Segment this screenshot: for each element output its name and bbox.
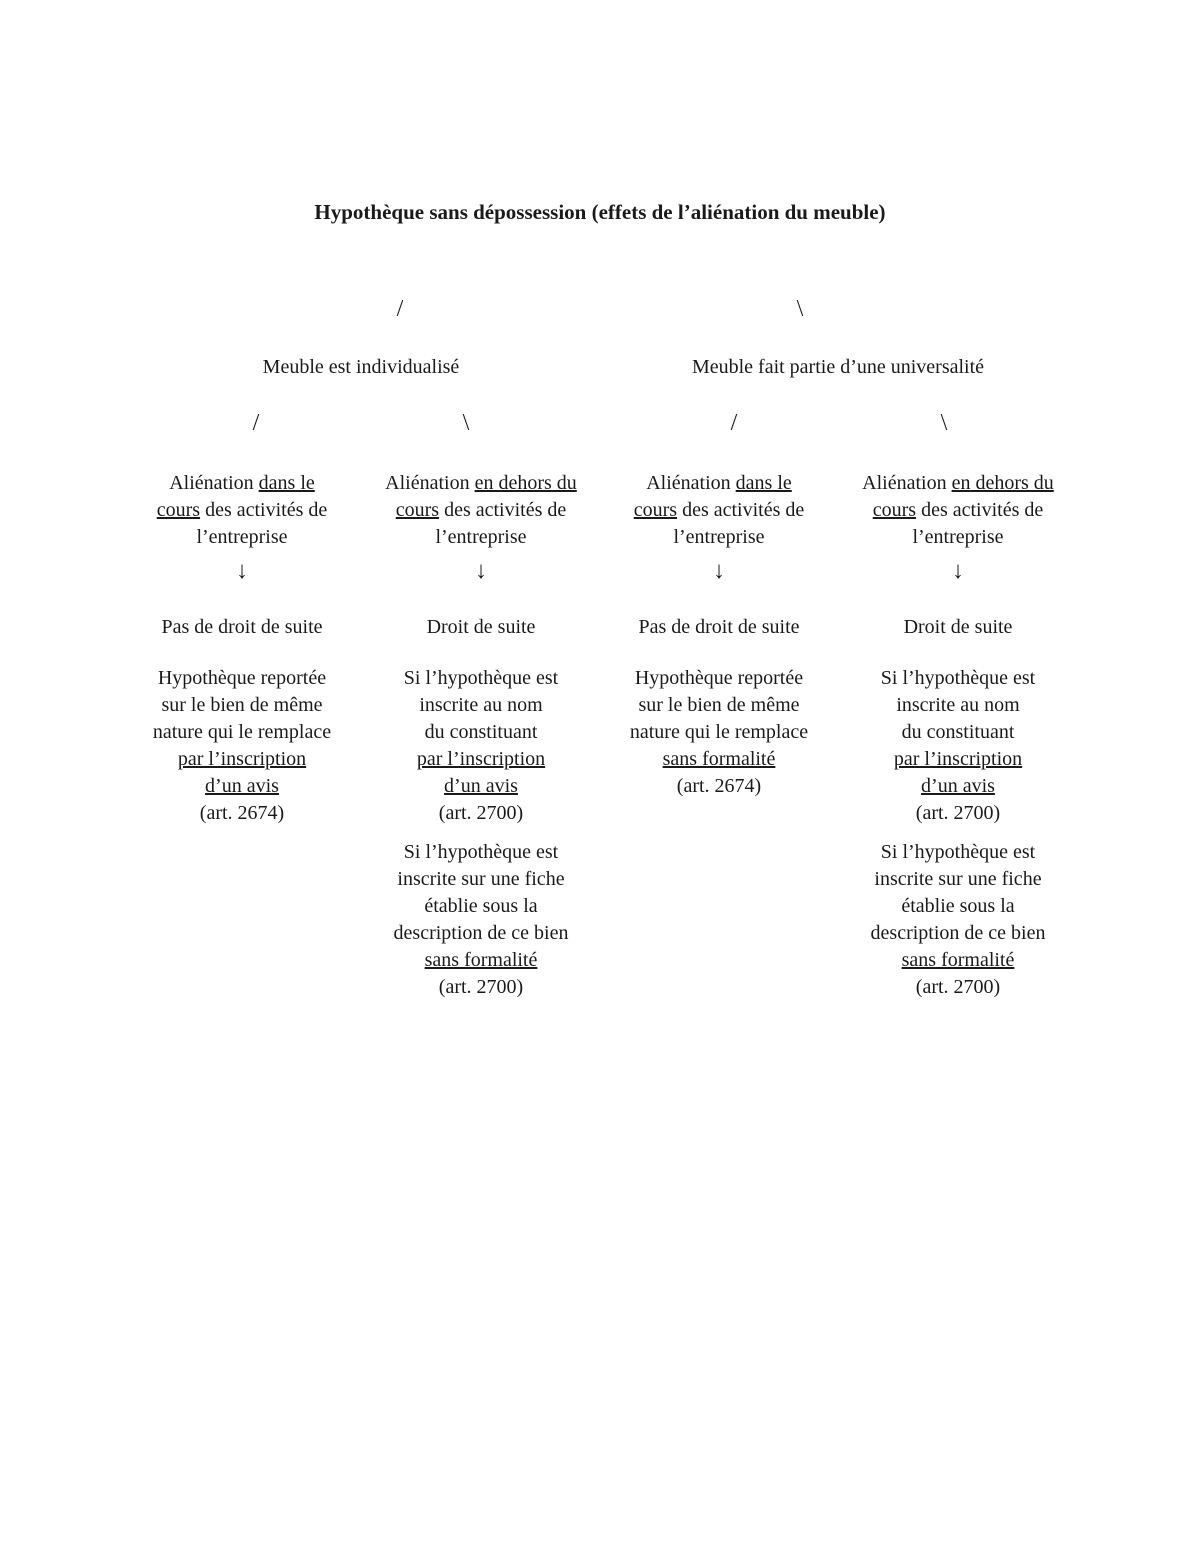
detail-col4-nom: Si l’hypothèque est inscrite au nom du constituant par l’inscription d’un avis (art. 2700)	[880, 667, 1036, 824]
detail-col2-fiche: Si l’hypothèque est inscrite sur une fiche établie sous la description de ce bien sans formalité (art. 2700)	[393, 841, 569, 998]
detail-col4-fiche: Si l’hypothèque est inscrite sur une fiche établie sous la description de ce bien sans formalité (art. 2700)	[870, 841, 1046, 998]
branch-slash-left: /	[396, 296, 404, 322]
case-dans-cours-1: Aliénation dans le cours des activités de l’entreprise	[156, 472, 328, 548]
detail-col2-nom: Si l’hypothèque est inscrite au nom du constituant par l’inscription d’un avis (art. 2700)	[403, 667, 559, 824]
result-pas-droit-1: Pas de droit de suite	[161, 616, 323, 638]
down-arrow-icon-4: ↓	[952, 558, 964, 584]
case-hors-cours-4: Aliénation en dehors du cours des activités de l’entreprise	[862, 472, 1054, 548]
detail-col3: Hypothèque reportée sur le bien de même nature qui le remplace sans formalité (art. 2674)	[629, 667, 809, 797]
detail-col1: Hypothèque reportée sur le bien de même nature qui le remplace par l’inscription d’un avis (art. 2674)	[152, 667, 332, 824]
result-droit-4: Droit de suite	[903, 616, 1013, 638]
branch-individualise: Meuble est individualisé	[262, 356, 460, 378]
document-title: Hypothèque sans dépossession (effets de l’aliénation du meuble)	[314, 200, 886, 224]
case-hors-cours-2: Aliénation en dehors du cours des activités de l’entreprise	[385, 472, 577, 548]
case-dans-cours-3: Aliénation dans le cours des activités de l’entreprise	[633, 472, 805, 548]
branch-universalite: Meuble fait partie d’une universalité	[691, 356, 985, 378]
down-arrow-icon-3: ↓	[713, 558, 725, 584]
result-droit-2: Droit de suite	[426, 616, 536, 638]
sub-slash-3: /	[730, 410, 738, 436]
down-arrow-icon-2: ↓	[475, 558, 487, 584]
sub-slash-1: /	[252, 410, 260, 436]
branch-slash-right: \	[796, 296, 804, 322]
sub-slash-2: \	[462, 410, 470, 436]
sub-slash-4: \	[940, 410, 948, 436]
down-arrow-icon-1: ↓	[236, 558, 248, 584]
result-pas-droit-3: Pas de droit de suite	[638, 616, 800, 638]
